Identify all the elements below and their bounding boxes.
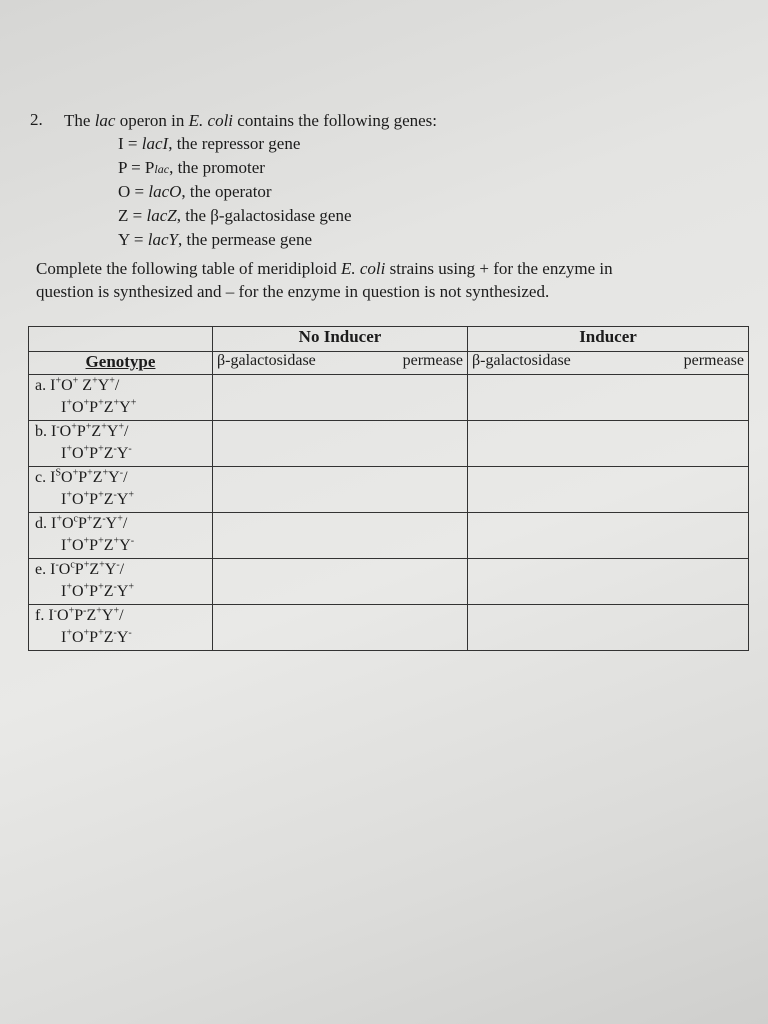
instruction-line-1: Complete the following table of meridiploid E. coli strains using + for the enzyme in: [36, 259, 613, 278]
genotype-line-1: e. $I^-O^cP^+Z^+Y^-/$: [35, 559, 125, 578]
genotype-line-2: I+O+P+Z+Y+: [61, 397, 137, 416]
instruction-line-2: question is synthesized and – for the enzyme in question is not synthesized.: [36, 282, 550, 301]
inducer-bgal-header: β-galactosidase: [472, 352, 571, 369]
inducer-answer-cell[interactable]: [468, 605, 749, 651]
no-inducer-answer-cell[interactable]: [213, 467, 468, 513]
genotype-header: Genotype: [29, 352, 213, 375]
no-inducer-bgal-header: β-galactosidase: [217, 352, 316, 369]
table-group-header-row: [29, 327, 749, 352]
genotype-line-1: c. $I^SO^+P^+Z^+Y^-/$: [35, 467, 128, 486]
no-inducer-answer-cell[interactable]: [213, 375, 468, 421]
genotype-line-1: d. $I^+O^cP^+Z^-Y^+/$: [35, 513, 128, 532]
no-inducer-header: No Inducer: [213, 327, 468, 352]
gene-definition-o: O = lacO, the operator: [118, 182, 272, 201]
table-row: [29, 421, 749, 467]
genotype-line-1: b. I-O+P+Z+Y+/: [35, 421, 129, 440]
genotype-line-1: f. I-O+P-Z+Y+/: [35, 605, 124, 624]
inducer-answer-cell[interactable]: [468, 467, 749, 513]
genotype-line-2: I+O+P+Z-Y-: [61, 443, 132, 462]
gene-definition-p: P = Plac, the promoter: [118, 158, 265, 177]
genotype-line-2: I+O+P+Z-Y-: [61, 627, 132, 646]
meridiploid-table: [28, 326, 749, 651]
no-inducer-permease-header: permease: [402, 352, 463, 369]
inducer-answer-cell[interactable]: [468, 513, 749, 559]
no-inducer-answer-cell[interactable]: [213, 605, 468, 651]
inducer-header: Inducer: [468, 327, 749, 352]
genotype-line-2: I+O+P+Z-Y+: [61, 489, 135, 508]
genotype-cell: [29, 559, 213, 605]
table-row: [29, 605, 749, 651]
genotype-line-1: a. I+O+ Z+Y+/: [35, 375, 120, 394]
inducer-subheaders: [468, 352, 749, 375]
question-intro: The lac operon in E. coli contains the following genes:: [64, 111, 438, 130]
genotype-header-blank: [29, 327, 213, 352]
inducer-answer-cell[interactable]: [468, 421, 749, 467]
genotype-line-2: I+O+P+Z-Y+: [61, 581, 135, 600]
table-row: [29, 375, 749, 421]
genotype-cell: [29, 467, 213, 513]
genotype-cell: [29, 605, 213, 651]
genotype-cell: [29, 375, 213, 421]
genotype-line-2: I+O+P+Z+Y-: [61, 535, 135, 554]
gene-definition-i: I = lacI, the repressor gene: [118, 134, 301, 153]
table-row: [29, 467, 749, 513]
table-column-header-row: [29, 352, 749, 375]
gene-definition-z: Z = lacZ, the β-galactosidase gene: [118, 206, 352, 225]
question-number: 2.: [30, 110, 43, 129]
no-inducer-answer-cell[interactable]: [213, 513, 468, 559]
inducer-permease-header: permease: [683, 352, 744, 369]
inducer-answer-cell[interactable]: [468, 375, 749, 421]
genotype-cell: [29, 421, 213, 467]
no-inducer-answer-cell[interactable]: [213, 421, 468, 467]
gene-definition-y: Y = lacY, the permease gene: [118, 230, 313, 249]
no-inducer-answer-cell[interactable]: [213, 559, 468, 605]
no-inducer-subheaders: [213, 352, 468, 375]
genotype-cell: [29, 513, 213, 559]
inducer-answer-cell[interactable]: [468, 559, 749, 605]
table-row: [29, 513, 749, 559]
table-row: [29, 559, 749, 605]
